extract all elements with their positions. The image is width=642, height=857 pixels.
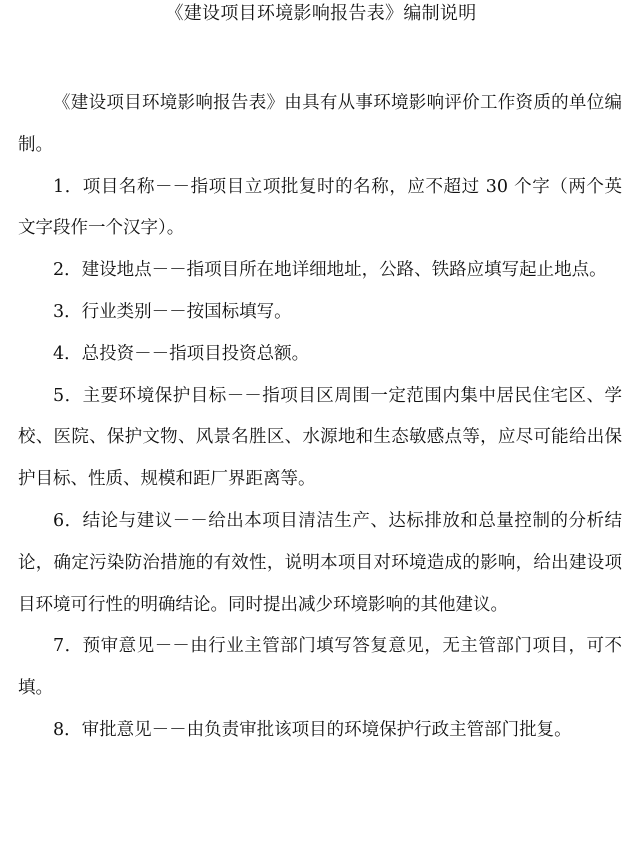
paragraph-protection-targets: 5．主要环境保护目标－－指项目区周围一定范围内集中居民住宅区、学校、医院、保护文物、风景名胜区、水源地和生态敏感点等，应尽可能给出保护目标、性质、规模和距厂界距离等。 xyxy=(18,385,622,490)
paragraph-total-investment: 4．总投资－－指项目投资总额。 xyxy=(53,343,310,364)
paragraph-project-name: 1．项目名称－－指项目立项批复时的名称，应不超过 30 个字（两个英文字段作一个汉字）。 xyxy=(18,176,622,239)
paragraph-industry-category: 3．行业类别－－按国标填写。 xyxy=(53,301,292,322)
paragraph-pre-review: 7．预审意见－－由行业主管部门填写答复意见，无主管部门项目，可不填。 xyxy=(18,636,622,699)
document-body xyxy=(18,83,622,752)
paragraph-conclusions: 6．结论与建议－－给出本项目清洁生产、达标排放和总量控制的分析结论，确定污染防治措施的有效性，说明本项目对环境造成的影响，给出建设项目环境可行性的明确结论。同时提出减少环境影响的其他建议。 xyxy=(18,510,622,615)
paragraph-approval: 8．审批意见－－由负责审批该项目的环境保护行政主管部门批复。 xyxy=(53,719,572,740)
document-title: 《建设项目环境影响报告表》编制说明 xyxy=(165,3,477,24)
paragraph-intro: 《建设项目环境影响报告表》由具有从事环境影响评价工作资质的单位编制。 xyxy=(18,93,622,155)
paragraph-construction-site: 2．建设地点－－指项目所在地详细地址，公路、铁路应填写起止地点。 xyxy=(53,260,607,281)
